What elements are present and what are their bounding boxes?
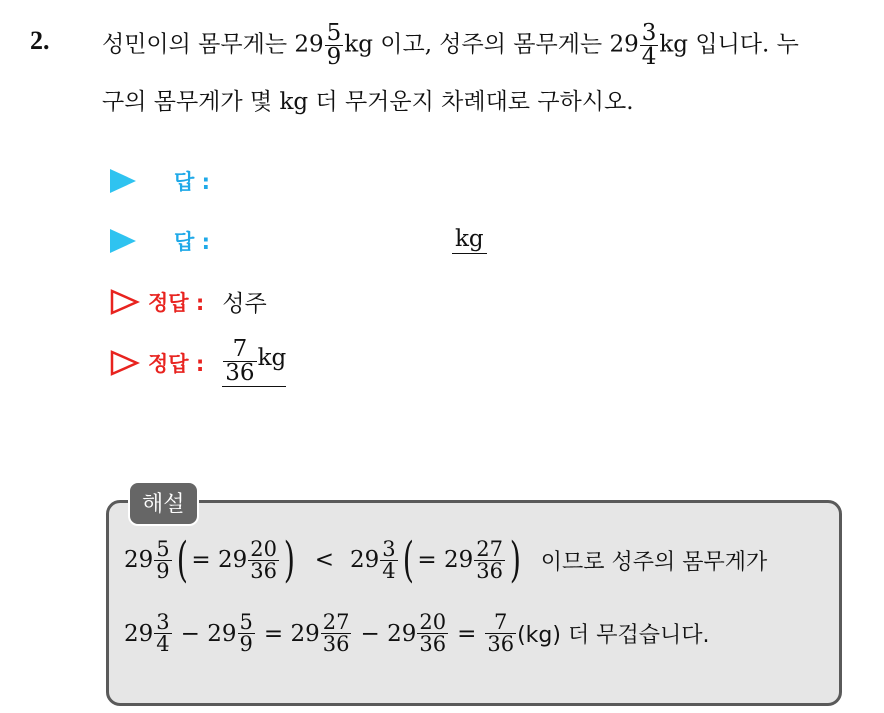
correct-answer-value: 성주 — [222, 291, 267, 317]
question-line-2: 구의 몸무게가 몇 kg 더 무거운지 차례대로 구하시오. — [102, 89, 634, 115]
fraction: $\frac{7}{36}$ — [225, 336, 255, 386]
filled-triangle-icon — [110, 229, 136, 253]
fraction: $\frac{27}{36}$ — [322, 610, 350, 656]
answer-unit-blank: kg — [452, 228, 487, 254]
correct-answer-label: 정답 : — [148, 290, 205, 315]
solution-text-2: (kg) 더 무겁습니다. — [517, 623, 710, 648]
question-number: 2. — [30, 26, 50, 55]
fraction: $\frac{5}{9}$ — [239, 610, 253, 656]
left-paren: ( — [402, 532, 414, 588]
fraction: $\frac{3}{4}$ — [156, 610, 170, 656]
solution-text-1: 이므로 성주의 몸무게가 — [540, 549, 768, 575]
fraction: $\frac{27}{36}$ — [476, 536, 503, 583]
fraction: $\frac{20}{36}$ — [419, 610, 447, 656]
question-text-c: kg 입니다. 누 — [659, 31, 799, 58]
outline-triangle-icon — [110, 350, 140, 376]
question-text-b: kg 이고, 성주의 몸무게는 29 — [344, 31, 639, 58]
correct-answer-unit: kg — [257, 345, 287, 371]
fraction: $\frac{5}{9}$ — [156, 536, 170, 583]
question-text-a: 성민이의 몸무게는 29 — [102, 31, 324, 58]
outline-triangle-icon — [110, 289, 140, 315]
correct-answer-row-2 — [110, 338, 286, 387]
fraction: $\frac{3}{4}$ — [382, 536, 396, 583]
answer-row-2 — [110, 226, 210, 256]
filled-triangle-icon — [110, 169, 136, 193]
fraction: $\frac{3}{4}$ — [641, 20, 657, 70]
right-paren: ) — [283, 532, 295, 588]
question-line-1 — [102, 22, 799, 69]
fraction: $\frac{20}{36}$ — [250, 536, 277, 583]
answer-label: 답 : — [174, 230, 210, 254]
solution-box — [106, 500, 842, 706]
solution-line-1: 29 $\frac{5}{9}$ ( = 29 $\frac{20}{36}$ ) < 29 $\frac{3}{4}$ ( = 29 $\frac{27}{36}$ ) 이므로 성주의 몸무게가 — [124, 532, 768, 588]
fraction: $\frac{7}{36}$ — [487, 610, 515, 656]
correct-answer-label: 정답 : — [148, 351, 205, 376]
answer-row-1 — [110, 166, 210, 196]
left-paren: ( — [176, 532, 188, 588]
answer-label: 답 : — [174, 170, 210, 194]
solution-line-2: 29 $\frac{3}{4}$ − 29 $\frac{5}{9}$ = 29 $\frac{27}{36}$ − 29 $\frac{20}{36}$ = $\frac{7}{36}$ (kg) 더 무겁습니다. — [124, 610, 710, 656]
correct-answer-row-1 — [110, 285, 267, 318]
right-paren: ) — [509, 532, 521, 588]
correct-answer-fraction — [222, 338, 286, 387]
fraction: $\frac{5}{9}$ — [326, 20, 342, 70]
solution-tag: 해설 — [128, 481, 199, 526]
